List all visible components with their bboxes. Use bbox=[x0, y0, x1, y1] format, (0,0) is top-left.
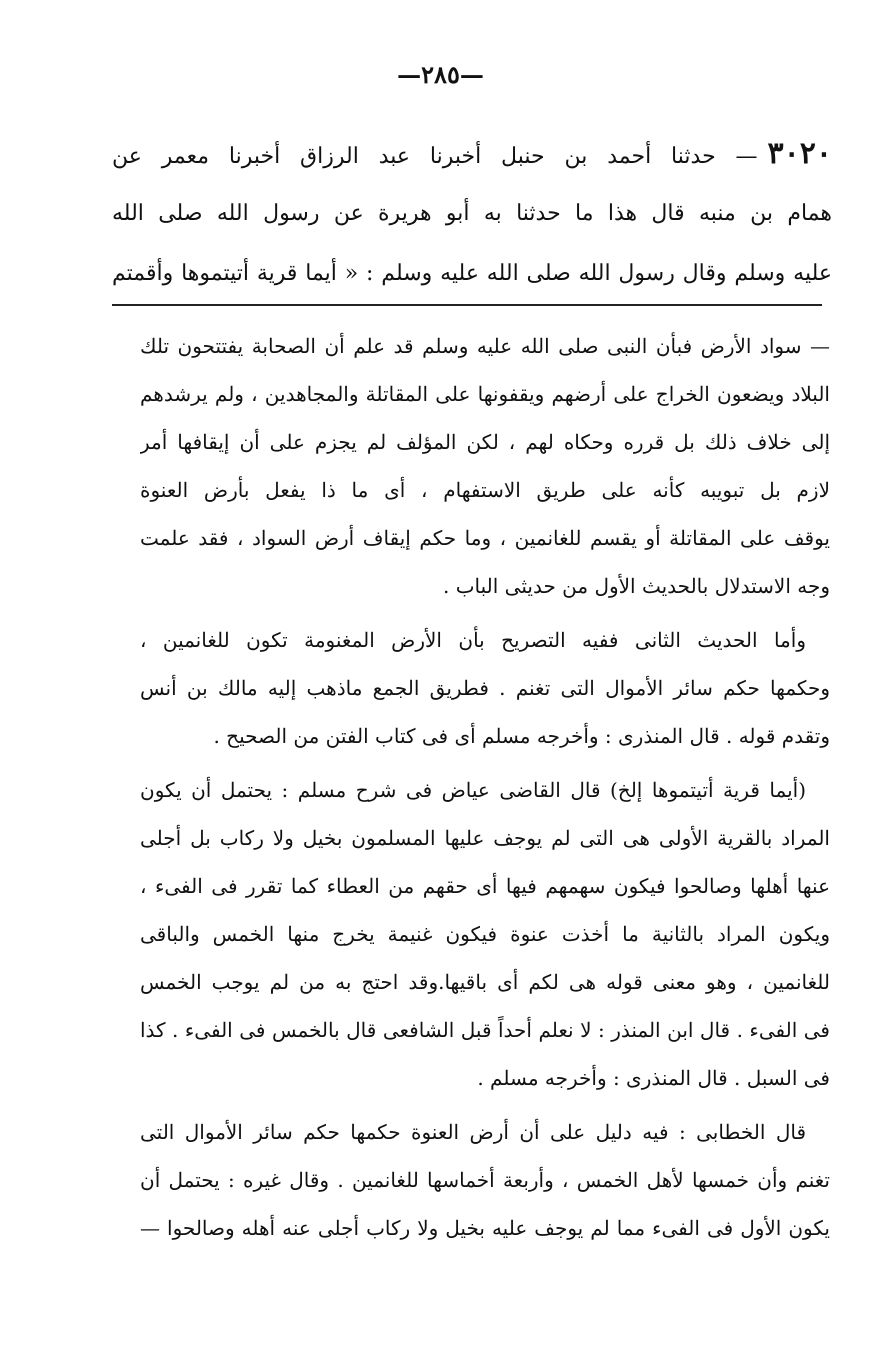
commentary-line: للغانمين ، وهو معنى قوله هى لكم أى باقيها.وقد احتج به من لم يوجب الخمس bbox=[140, 970, 830, 994]
commentary-line: (أيما قرية أتيتموها إلخ) قال القاضى عياض فى شرح مسلم : يحتمل أن يكون bbox=[140, 778, 806, 802]
commentary-line: يوقف على المقاتلة أو يقسم للغانمين ، وما حكم إيقاف أرض السواد ، فقد علمت bbox=[140, 526, 830, 550]
commentary-line: ويكون المراد بالثانية ما أخذت عنوة فيكون غنيمة يخرج منها الخمس والباقى bbox=[140, 922, 830, 946]
commentary-line: وجه الاستدلال بالحديث الأول من حديثى الباب . bbox=[443, 574, 830, 598]
hadith-line: همام بن منبه قال هذا ما حدثنا به أبو هريرة عن رسول الله صلى الله bbox=[112, 201, 832, 226]
commentary-text bbox=[140, 322, 830, 1252]
commentary-line: — سواد الأرض فبأن النبى صلى الله عليه وسلم قد علم أن الصحابة يفتتحون تلك bbox=[140, 334, 830, 358]
commentary-line: فى الفىء . قال ابن المنذر : لا نعلم أحداً قبل الشافعى قال بالخمس فى الفىء . كذا bbox=[140, 1018, 830, 1042]
hadith-line-text: — حدثنا أحمد بن حنبل أخبرنا عبد الرزاق أخبرنا معمر عن bbox=[112, 144, 758, 169]
commentary-line: فى السبل . قال المنذرى : وأخرجه مسلم . bbox=[477, 1066, 830, 1090]
commentary-line: عنها أهلها وصالحوا فيكون سهمهم فيها أى حقهم من العطاء كما تقرر فى الفىء ، bbox=[140, 874, 830, 898]
commentary-line: يكون الأول فى الفىء مما لم يوجف عليه بخيل ولا ركاب أجلى عنه أهله وصالحوا — bbox=[140, 1216, 830, 1240]
commentary-line: وحكمها حكم سائر الأموال التى تغنم . فطريق الجمع ماذهب إليه مالك بن أنس bbox=[140, 676, 830, 700]
commentary-line: قال الخطابى : فيه دليل على أن أرض العنوة حكمها حكم سائر الأموال التى bbox=[140, 1120, 807, 1144]
commentary-line: وأما الحديث الثانى ففيه التصريح بأن الأرض المغنومة تكون للغانمين ، bbox=[140, 628, 806, 652]
commentary-line: تغنم وأن خمسها لأهل الخمس ، وأربعة أخماسها للغانمين . وقال غيره : يحتمل أن bbox=[140, 1168, 830, 1192]
commentary-line: وتقدم قوله . قال المنذرى : وأخرجه مسلم أى فى كتاب الفتن من الصحيح . bbox=[213, 724, 830, 748]
commentary-line: البلاد ويضعون الخراج على أرضهم ويقفونها على المقاتلة والمجاهدين ، ولم يرشدهم bbox=[140, 382, 830, 406]
page-number: —٢٨٥— bbox=[397, 60, 484, 89]
hadith-number: ٣٠٢٠ bbox=[767, 136, 832, 171]
commentary-line: المراد بالقرية الأولى هى التى لم يوجف عليها المسلمون بخيل ولا ركاب بل أجلى bbox=[140, 826, 830, 850]
footnote-divider bbox=[112, 304, 822, 306]
hadith-line bbox=[112, 124, 832, 184]
commentary-line: لازم بل تبويبه كأنه على طريق الاستفهام ، أى ما ذا يفعل بأرض العنوة bbox=[140, 478, 830, 502]
hadith-line: عليه وسلم وقال رسول الله صلى الله عليه وسلم : « أيما قرية أتيتموها وأقمتم bbox=[112, 261, 832, 286]
hadith-text bbox=[112, 124, 832, 304]
commentary-line: إلى خلاف ذلك بل قرره وحكاه لهم ، لكن المؤلف لم يجزم على أن إيقافها أمر bbox=[140, 430, 830, 454]
